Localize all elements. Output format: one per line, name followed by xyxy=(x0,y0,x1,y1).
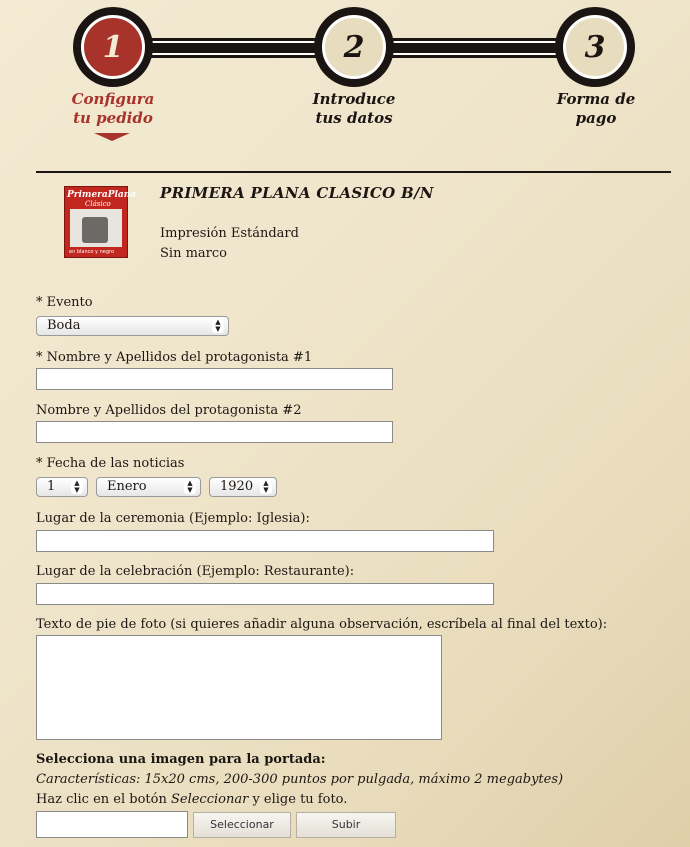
product-thumbnail xyxy=(64,186,137,258)
file-path-value xyxy=(37,816,41,830)
upload-instruction-em: Seleccionar xyxy=(170,792,249,807)
caption-textarea[interactable] xyxy=(36,635,442,740)
upload-heading: Selecciona una imagen para la portada: xyxy=(36,752,326,767)
step-3-number: 3 xyxy=(584,29,606,65)
date-label: * Fecha de las noticias xyxy=(36,456,185,471)
name1-input-value xyxy=(37,373,41,388)
name1-label: * Nombre y Apellidos del protagonista #1 xyxy=(36,350,313,365)
celebration-input[interactable] xyxy=(36,583,494,605)
caption-textarea-value xyxy=(37,640,41,655)
file-path-input[interactable] xyxy=(36,811,188,838)
step-1-label[interactable] xyxy=(48,90,178,128)
celebration-input-value xyxy=(37,588,41,603)
ceremony-input[interactable] xyxy=(36,530,494,552)
step-1-number: 1 xyxy=(102,29,124,65)
section-divider xyxy=(36,171,671,173)
event-label: * Evento xyxy=(36,295,93,310)
active-step-indicator xyxy=(94,133,130,141)
thumbnail-sub: Clásico xyxy=(85,200,111,208)
select-arrows-icon: ▲ ▼ xyxy=(71,480,83,494)
upload-instruction xyxy=(36,792,347,808)
step-3-label-line2: pago xyxy=(575,109,617,127)
product-print-type: Impresión Estándard xyxy=(160,226,299,241)
day-select[interactable] xyxy=(36,477,88,497)
name2-label: Nombre y Apellidos del protagonista #2 xyxy=(36,403,302,418)
select-arrows-icon: ▲ ▼ xyxy=(184,480,196,494)
event-select-value: Boda xyxy=(47,318,81,333)
caption-label: Texto de pie de foto (si quieres añadir alguna observación, escríbela al final del texto): xyxy=(36,617,608,632)
ceremony-label: Lugar de la ceremonia (Ejemplo: Iglesia): xyxy=(36,511,310,526)
thumbnail-page xyxy=(70,209,122,247)
name2-input-value xyxy=(37,426,41,441)
step-2-number: 2 xyxy=(343,29,365,65)
upload-instruction-post: y elige tu foto. xyxy=(248,792,348,807)
step-2-circle[interactable] xyxy=(314,7,394,87)
celebration-label: Lugar de la celebración (Ejemplo: Restaurante): xyxy=(36,564,355,579)
year-select-value: 1920 xyxy=(220,479,254,494)
ceremony-input-value xyxy=(37,535,41,550)
product-frame: Sin marco xyxy=(160,246,227,261)
step-1-circle[interactable] xyxy=(73,7,153,87)
step-2-label[interactable] xyxy=(289,90,419,128)
select-file-button[interactable]: Seleccionar xyxy=(193,812,291,838)
year-select[interactable] xyxy=(209,477,277,497)
month-select[interactable] xyxy=(96,477,201,497)
step-3-label[interactable] xyxy=(531,90,661,128)
step-1-label-line1: Configura xyxy=(71,90,155,108)
thumbnail-photo xyxy=(82,217,108,243)
submit-upload-button[interactable]: Subir xyxy=(296,812,396,838)
select-arrows-icon: ▲ ▼ xyxy=(260,480,272,494)
product-title: PRIMERA PLANA CLASICO B/N xyxy=(160,184,434,202)
day-select-value: 1 xyxy=(47,479,56,494)
name2-input[interactable] xyxy=(36,421,393,443)
month-select-value: Enero xyxy=(107,479,147,494)
select-arrows-icon: ▲ ▼ xyxy=(212,319,224,333)
step-2-label-line1: Introduce xyxy=(312,90,396,108)
upload-instruction-pre: Haz clic en el botón xyxy=(36,792,171,807)
name1-input[interactable] xyxy=(36,368,393,390)
step-1-label-line2: tu pedido xyxy=(73,109,153,127)
event-select[interactable] xyxy=(36,316,229,336)
thumbnail-caption: en blanco y negro xyxy=(69,249,114,255)
step-2-label-line2: tus datos xyxy=(315,109,393,127)
step-3-label-line1: Forma de xyxy=(556,90,636,108)
step-3-circle[interactable] xyxy=(555,7,635,87)
upload-specs: Características: 15x20 cms, 200-300 puntos por pulgada, máximo 2 megabytes) xyxy=(36,772,564,787)
thumbnail-brand: PrimeraPlana xyxy=(67,190,137,200)
